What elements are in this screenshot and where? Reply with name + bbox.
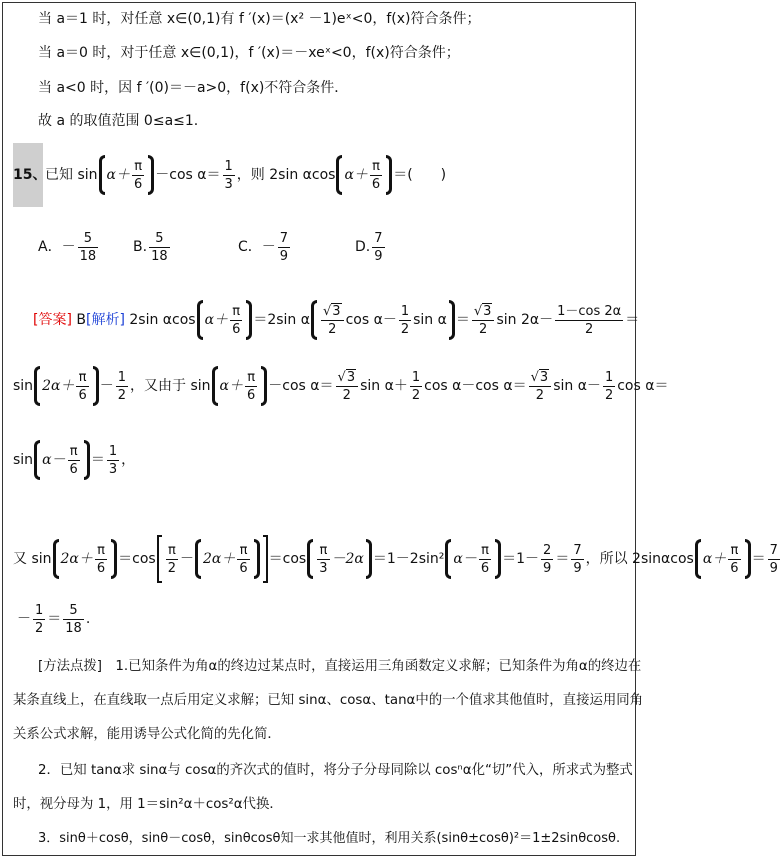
intro-line-2: 当 a＝0 时，对于任意 x∈(0,1)，f ′(x)＝－xeˣ<0，f(x)符合条件； bbox=[38, 45, 460, 61]
intro-line-1: 当 a＝1 时，对任意 x∈(0,1)有 f ′(x)＝(x² －1)eˣ<0，f(x)符合条件； bbox=[38, 11, 481, 27]
question-number: 15、 bbox=[13, 143, 43, 207]
answer-line-3: sin α－ $\frac{\pi}{6}$ ＝ $\frac{1}{3}$ ， bbox=[13, 435, 135, 485]
question-text-b: ，则 2sin αcos bbox=[236, 167, 336, 183]
answer-letter: B bbox=[76, 312, 86, 328]
option-a: A．－ $\frac{5}{18}$ bbox=[38, 230, 97, 264]
answer-tag: [答案] bbox=[33, 312, 72, 328]
answer-line-2: sin 2α＋ $\frac{\pi}{6}$ － $\frac{1}{2}$ ，又由于 sin α＋ $\frac{\pi}{6}$ －cos α＝ $\frac{√3}{2}$ sin α＋ $\frac{1}{2}$ cos α－cos α＝ $\frac{√3}{2}$ sin α－ $\frac{1}{2}$ cos α＝ bbox=[13, 361, 668, 411]
fraction-pi-6: $\frac{\pi}{6}$ bbox=[133, 158, 143, 192]
method-p2-line-2: 时，视分母为 1，用 1＝sin²α＋cos²α代换． bbox=[13, 797, 283, 812]
method-p2-line-1: 2．已知 tanα求 sinα与 cosα的齐次式的值时，将分子分母同除以 cosⁿα化“切”代入，所求式为整式 bbox=[38, 763, 633, 778]
option-b: B. $\frac{5}{18}$ bbox=[133, 230, 168, 264]
answer-line-5: － $\frac{1}{2}$ ＝ $\frac{5}{18}$ . bbox=[17, 602, 91, 636]
alpha-plus: α＋ bbox=[106, 167, 130, 183]
method-p3: 3．sinθ＋cosθ，sinθ－cosθ，sinθcosθ知一求其他值时，利用关系(sinθ±cosθ)²＝1±2sinθcosθ. bbox=[38, 831, 621, 846]
method-p1-line-3: 关系公式求解，能用诱导公式化简的先化简． bbox=[13, 727, 281, 742]
paren-group bbox=[99, 153, 155, 197]
minus-cos: －cos α＝ bbox=[155, 167, 221, 183]
option-d: D. $\frac{7}{9}$ bbox=[355, 230, 383, 264]
method-p1-line-2: 某条直线上，在直线取一点后用定义求解；已知 sinα、cosα、tanα中的一个值求其他值时，直接运用同角 bbox=[13, 693, 644, 708]
intro-line-4: 故 a 的取值范围 0≤a≤1. bbox=[38, 113, 199, 129]
answer-line-4: 又 sin 2α＋ $\frac{\pi}{6}$ ＝cos $\frac{\pi}{2}$ － 2α＋ $\frac{\pi}{6}$ ＝cos $\frac{\pi}{3}$ －2α ＝1－2sin² α－ $\frac{\pi}{6}$ ＝1－ $\frac{2}{9}$ ＝ $\frac{7}{9}$ ，所以 2sinαcos α＋ $\frac{\pi}{6}$ ＝ $\frac{7}{9}$ bbox=[13, 531, 782, 587]
question-stem bbox=[45, 153, 446, 197]
question-text-a: 已知 sin bbox=[45, 167, 98, 183]
intro-line-3: 当 a<0 时，因 f ′(0)＝－a>0，f(x)不符合条件． bbox=[38, 80, 349, 96]
answer-line-1: [答案] B[解析] 2sin αcos α＋ $\frac{\pi}{6}$ ＝2sin α $\frac{√3}{2}$ cos α－ $\frac{1}{2}$ sin α ＝ $\frac{√3}{2}$ sin 2α－ $\frac{1-\cos 2\alpha}{2}$ ＝ bbox=[33, 295, 639, 345]
method-p1-line-1: [方法点拨] 1.已知条件为角α的终边过某点时，直接运用三角函数定义求解；已知条件为角α的终边在 bbox=[38, 659, 642, 674]
paren-group: α＋ $\frac{\pi}{6}$ bbox=[336, 153, 392, 197]
option-c: C．－ $\frac{7}{9}$ bbox=[238, 230, 289, 264]
analysis-tag: [解析] bbox=[86, 312, 125, 328]
fraction-1-3: $\frac{1}{3}$ bbox=[224, 158, 233, 192]
document-page bbox=[2, 2, 778, 856]
eq-blank: ＝( ) bbox=[393, 167, 447, 183]
